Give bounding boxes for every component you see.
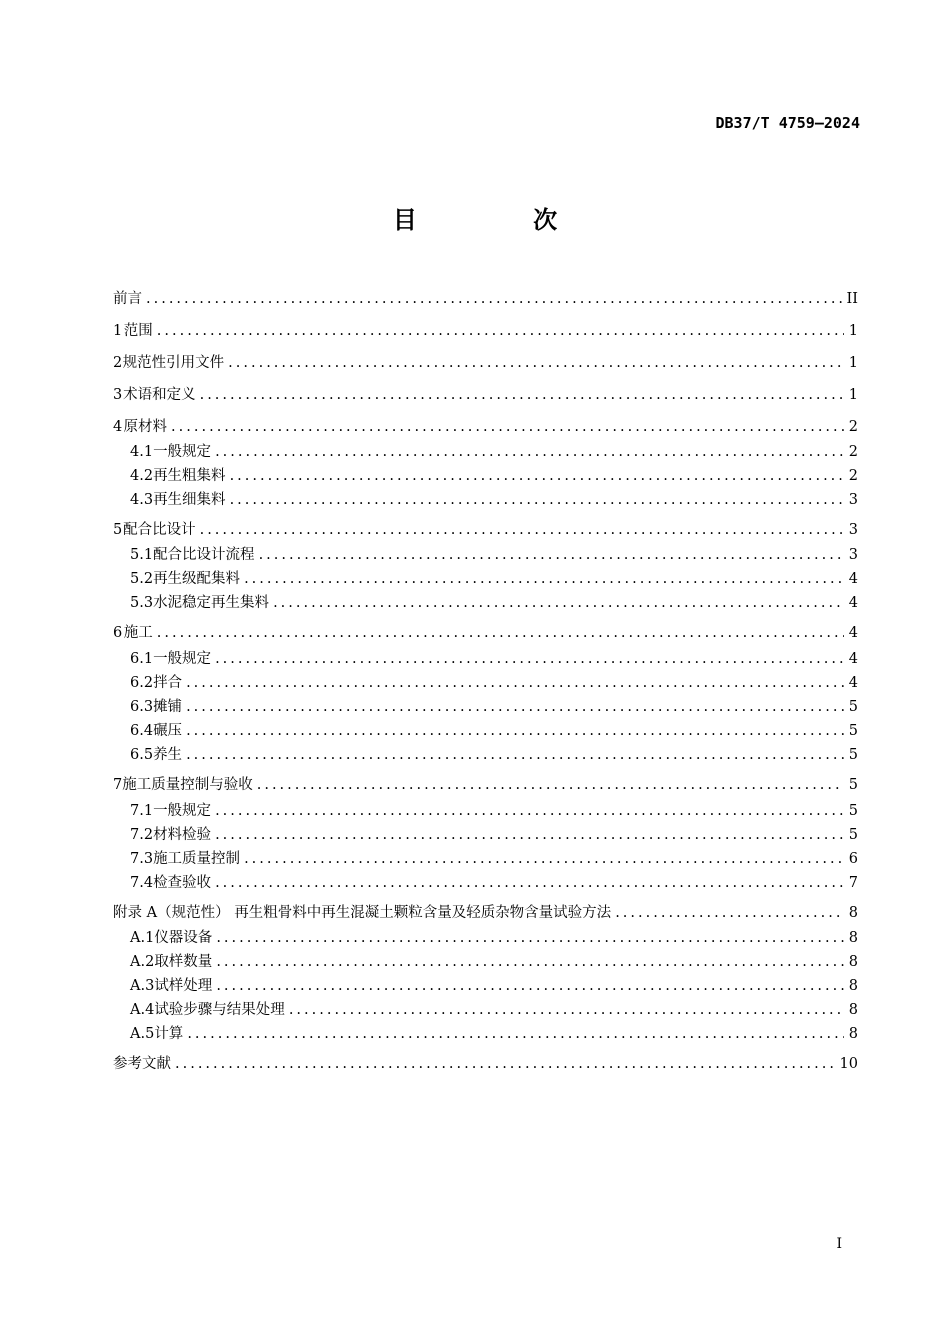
toc-leader-dots (186, 696, 844, 718)
toc-entry[interactable] (130, 696, 858, 718)
toc-entry-title: 再生粗集料 (153, 468, 226, 484)
toc-entry-number: 7.2 (130, 827, 154, 843)
toc-entry-page: 3 (848, 492, 858, 508)
toc-entry-title: 配合比设计流程 (153, 547, 255, 563)
toc-entry-title: 再生级配集料 (153, 571, 241, 587)
toc-entry-number: 7.4 (130, 875, 154, 891)
toc-entry-title: 试验步骤与结果处理 (154, 1002, 285, 1018)
toc-entry[interactable] (130, 975, 858, 997)
page-number: I (836, 1236, 842, 1252)
standard-number: DB37/T 4759—2024 (715, 114, 860, 132)
toc-entry-title: 前言 (113, 291, 142, 307)
toc-entry[interactable] (130, 744, 858, 766)
toc-entry-page: 2 (848, 444, 858, 460)
toc-entry-title: 一般规定 (153, 444, 212, 460)
toc-entry[interactable] (130, 872, 858, 894)
toc-entry-title: 计算 (154, 1026, 184, 1042)
toc-entry-page: 6 (848, 851, 858, 867)
toc-leader-dots (175, 1053, 836, 1075)
toc-entry-title: 再生细集料 (153, 492, 226, 508)
toc-leader-dots (186, 744, 844, 766)
toc-leader-dots (289, 999, 844, 1021)
toc-entry-number: 7.1 (130, 803, 154, 819)
toc-entry-page: 1 (848, 387, 858, 403)
toc-entry-title: 参考文献 (113, 1056, 171, 1072)
toc-entry-title: 拌合 (153, 675, 183, 691)
toc-entry-number: 1 (113, 323, 123, 339)
toc-leader-dots (215, 872, 844, 894)
toc-leader-dots (216, 975, 844, 997)
toc-leader-dots (186, 720, 844, 742)
toc-entry-number: 6.4 (130, 723, 154, 739)
toc-leader-dots (244, 848, 844, 870)
toc-leader-dots (230, 465, 844, 487)
toc-entry[interactable] (130, 648, 858, 670)
toc-entry-page: 4 (848, 571, 858, 587)
toc-leader-dots (230, 489, 844, 511)
toc-entry-title: 检查验收 (153, 875, 212, 891)
toc-entry-number: 4.3 (130, 492, 154, 508)
toc-entry-page: 8 (848, 905, 858, 921)
toc-leader-dots (228, 352, 844, 374)
toc-entry-page: 8 (848, 1002, 858, 1018)
toc-entry-title: 规范性引用文件 (122, 355, 225, 371)
toc-entry[interactable] (113, 1053, 858, 1075)
toc-entry[interactable] (113, 774, 858, 796)
toc-entry[interactable] (113, 384, 858, 406)
toc-leader-dots (259, 544, 844, 566)
toc-leader-dots (257, 774, 844, 796)
toc-entry-title: 术语和定义 (123, 387, 196, 403)
toc-entry-title: 试样处理 (154, 978, 213, 994)
toc-entry[interactable] (113, 902, 858, 924)
toc-entry-number: 6.1 (130, 651, 154, 667)
toc-entry-title: 一般规定 (153, 651, 212, 667)
toc-entry[interactable] (130, 848, 858, 870)
toc-entry-page: 2 (848, 468, 858, 484)
toc-leader-dots (200, 519, 844, 541)
toc-entry-number: 6 (113, 625, 123, 641)
toc-entry-number: A.5 (130, 1026, 155, 1042)
toc-entry-number: 5.3 (130, 595, 154, 611)
toc-entry[interactable] (113, 288, 858, 310)
toc-leader-dots (171, 416, 844, 438)
toc-entry[interactable] (130, 927, 858, 949)
toc-leader-dots (273, 592, 844, 614)
toc-entry-page: 3 (848, 522, 858, 538)
toc-leader-dots (186, 672, 844, 694)
toc-entry-page: 7 (848, 875, 858, 891)
toc-entry-page: 5 (848, 699, 858, 715)
toc-entry[interactable] (113, 622, 858, 644)
toc-entry-number: 6.5 (130, 747, 154, 763)
toc-leader-dots (200, 384, 844, 406)
toc-entry-page: 3 (848, 547, 858, 563)
toc-entry-page: 8 (848, 978, 858, 994)
toc-entry-page: 1 (848, 323, 858, 339)
toc-leader-dots (215, 648, 844, 670)
toc-entry-page: 5 (848, 777, 858, 793)
toc-entry-title: 施工质量控制与验收 (122, 777, 253, 793)
toc-entry-title: 施工质量控制 (153, 851, 241, 867)
toc-entry-number: 3 (113, 387, 123, 403)
toc-leader-dots (187, 1023, 844, 1045)
toc-entry-page: 8 (848, 930, 858, 946)
toc-entry[interactable] (130, 568, 858, 590)
toc-entry-page: 4 (848, 651, 858, 667)
toc-entry[interactable] (113, 352, 858, 374)
toc-entry-number: 5.2 (130, 571, 154, 587)
toc-leader-dots (216, 927, 844, 949)
toc-entry-page: 5 (848, 747, 858, 763)
toc-entry[interactable] (113, 416, 858, 438)
toc-entry-page: 5 (848, 723, 858, 739)
toc-entry[interactable] (130, 999, 858, 1021)
toc-entry-number: A.3 (130, 978, 155, 994)
toc-entry-title: 附录 A（规范性） 再生粗骨料中再生混凝土颗粒含量及轻质杂物含量试验方法 (113, 905, 612, 921)
toc-leader-dots (215, 441, 844, 463)
toc-entry-number: A.2 (130, 954, 155, 970)
toc-entry-number: 6.2 (130, 675, 154, 691)
toc-entry-number: 7 (113, 777, 123, 793)
toc-entry-number: 2 (113, 355, 123, 371)
toc-entry-number: 6.3 (130, 699, 154, 715)
toc-leader-dots (215, 824, 844, 846)
toc-entry-number: 4.1 (130, 444, 154, 460)
toc-entry[interactable] (130, 951, 858, 973)
toc-entry[interactable] (130, 824, 858, 846)
toc-entry-number: 7.3 (130, 851, 154, 867)
toc-leader-dots (244, 568, 844, 590)
toc-entry-title: 水泥稳定再生集料 (153, 595, 270, 611)
toc-entry-title: 摊铺 (153, 699, 183, 715)
toc-entry-page: 4 (848, 595, 858, 611)
toc-entry-title: 碾压 (153, 723, 183, 739)
toc-entry[interactable] (130, 800, 858, 822)
toc-entry-number: 5.1 (130, 547, 154, 563)
toc-entry-page: 2 (848, 419, 858, 435)
toc-entry-number: 4.2 (130, 468, 154, 484)
toc-leader-dots (157, 320, 844, 342)
toc-entry-title: 材料检验 (153, 827, 212, 843)
toc-leader-dots (146, 288, 843, 310)
toc-entry[interactable] (130, 441, 858, 463)
toc-entry-page: II (846, 291, 858, 307)
toc-entry[interactable] (130, 720, 858, 742)
toc-entry[interactable] (130, 592, 858, 614)
toc-leader-dots (615, 902, 844, 924)
toc-entry-number: 5 (113, 522, 123, 538)
toc-entry[interactable] (130, 544, 858, 566)
toc-leader-dots (157, 622, 844, 644)
toc-entry-page: 5 (848, 803, 858, 819)
toc-entry-page: 5 (848, 827, 858, 843)
toc-entry-title: 养生 (153, 747, 183, 763)
toc-entry-page: 1 (848, 355, 858, 371)
toc-entry-page: 4 (848, 675, 858, 691)
toc-entry-title: 施工 (123, 625, 153, 641)
toc-entry-number: A.1 (130, 930, 155, 946)
toc-entry-page: 4 (848, 625, 858, 641)
toc-entry[interactable] (130, 465, 858, 487)
toc-leader-dots (215, 800, 844, 822)
toc-leader-dots (216, 951, 844, 973)
toc-entry-page: 8 (848, 954, 858, 970)
toc-entry[interactable] (130, 1023, 858, 1045)
toc-entry-title: 一般规定 (153, 803, 212, 819)
toc-entry-number: A.4 (130, 1002, 155, 1018)
toc-entry-title: 配合比设计 (123, 522, 196, 538)
toc-entry-title: 取样数量 (154, 954, 213, 970)
toc-entry-page: 10 (839, 1056, 858, 1072)
toc-title: 目 次 (392, 206, 612, 234)
toc-entry[interactable] (130, 489, 858, 511)
toc-entry[interactable] (113, 320, 858, 342)
toc-entry-title: 原材料 (123, 419, 168, 435)
toc-entry-title: 仪器设备 (154, 930, 213, 946)
toc-entry[interactable] (130, 672, 858, 694)
toc-entry-number: 4 (113, 419, 123, 435)
toc-entry-page: 8 (848, 1026, 858, 1042)
toc-entry-title: 范围 (123, 323, 153, 339)
toc-entry[interactable] (113, 519, 858, 541)
